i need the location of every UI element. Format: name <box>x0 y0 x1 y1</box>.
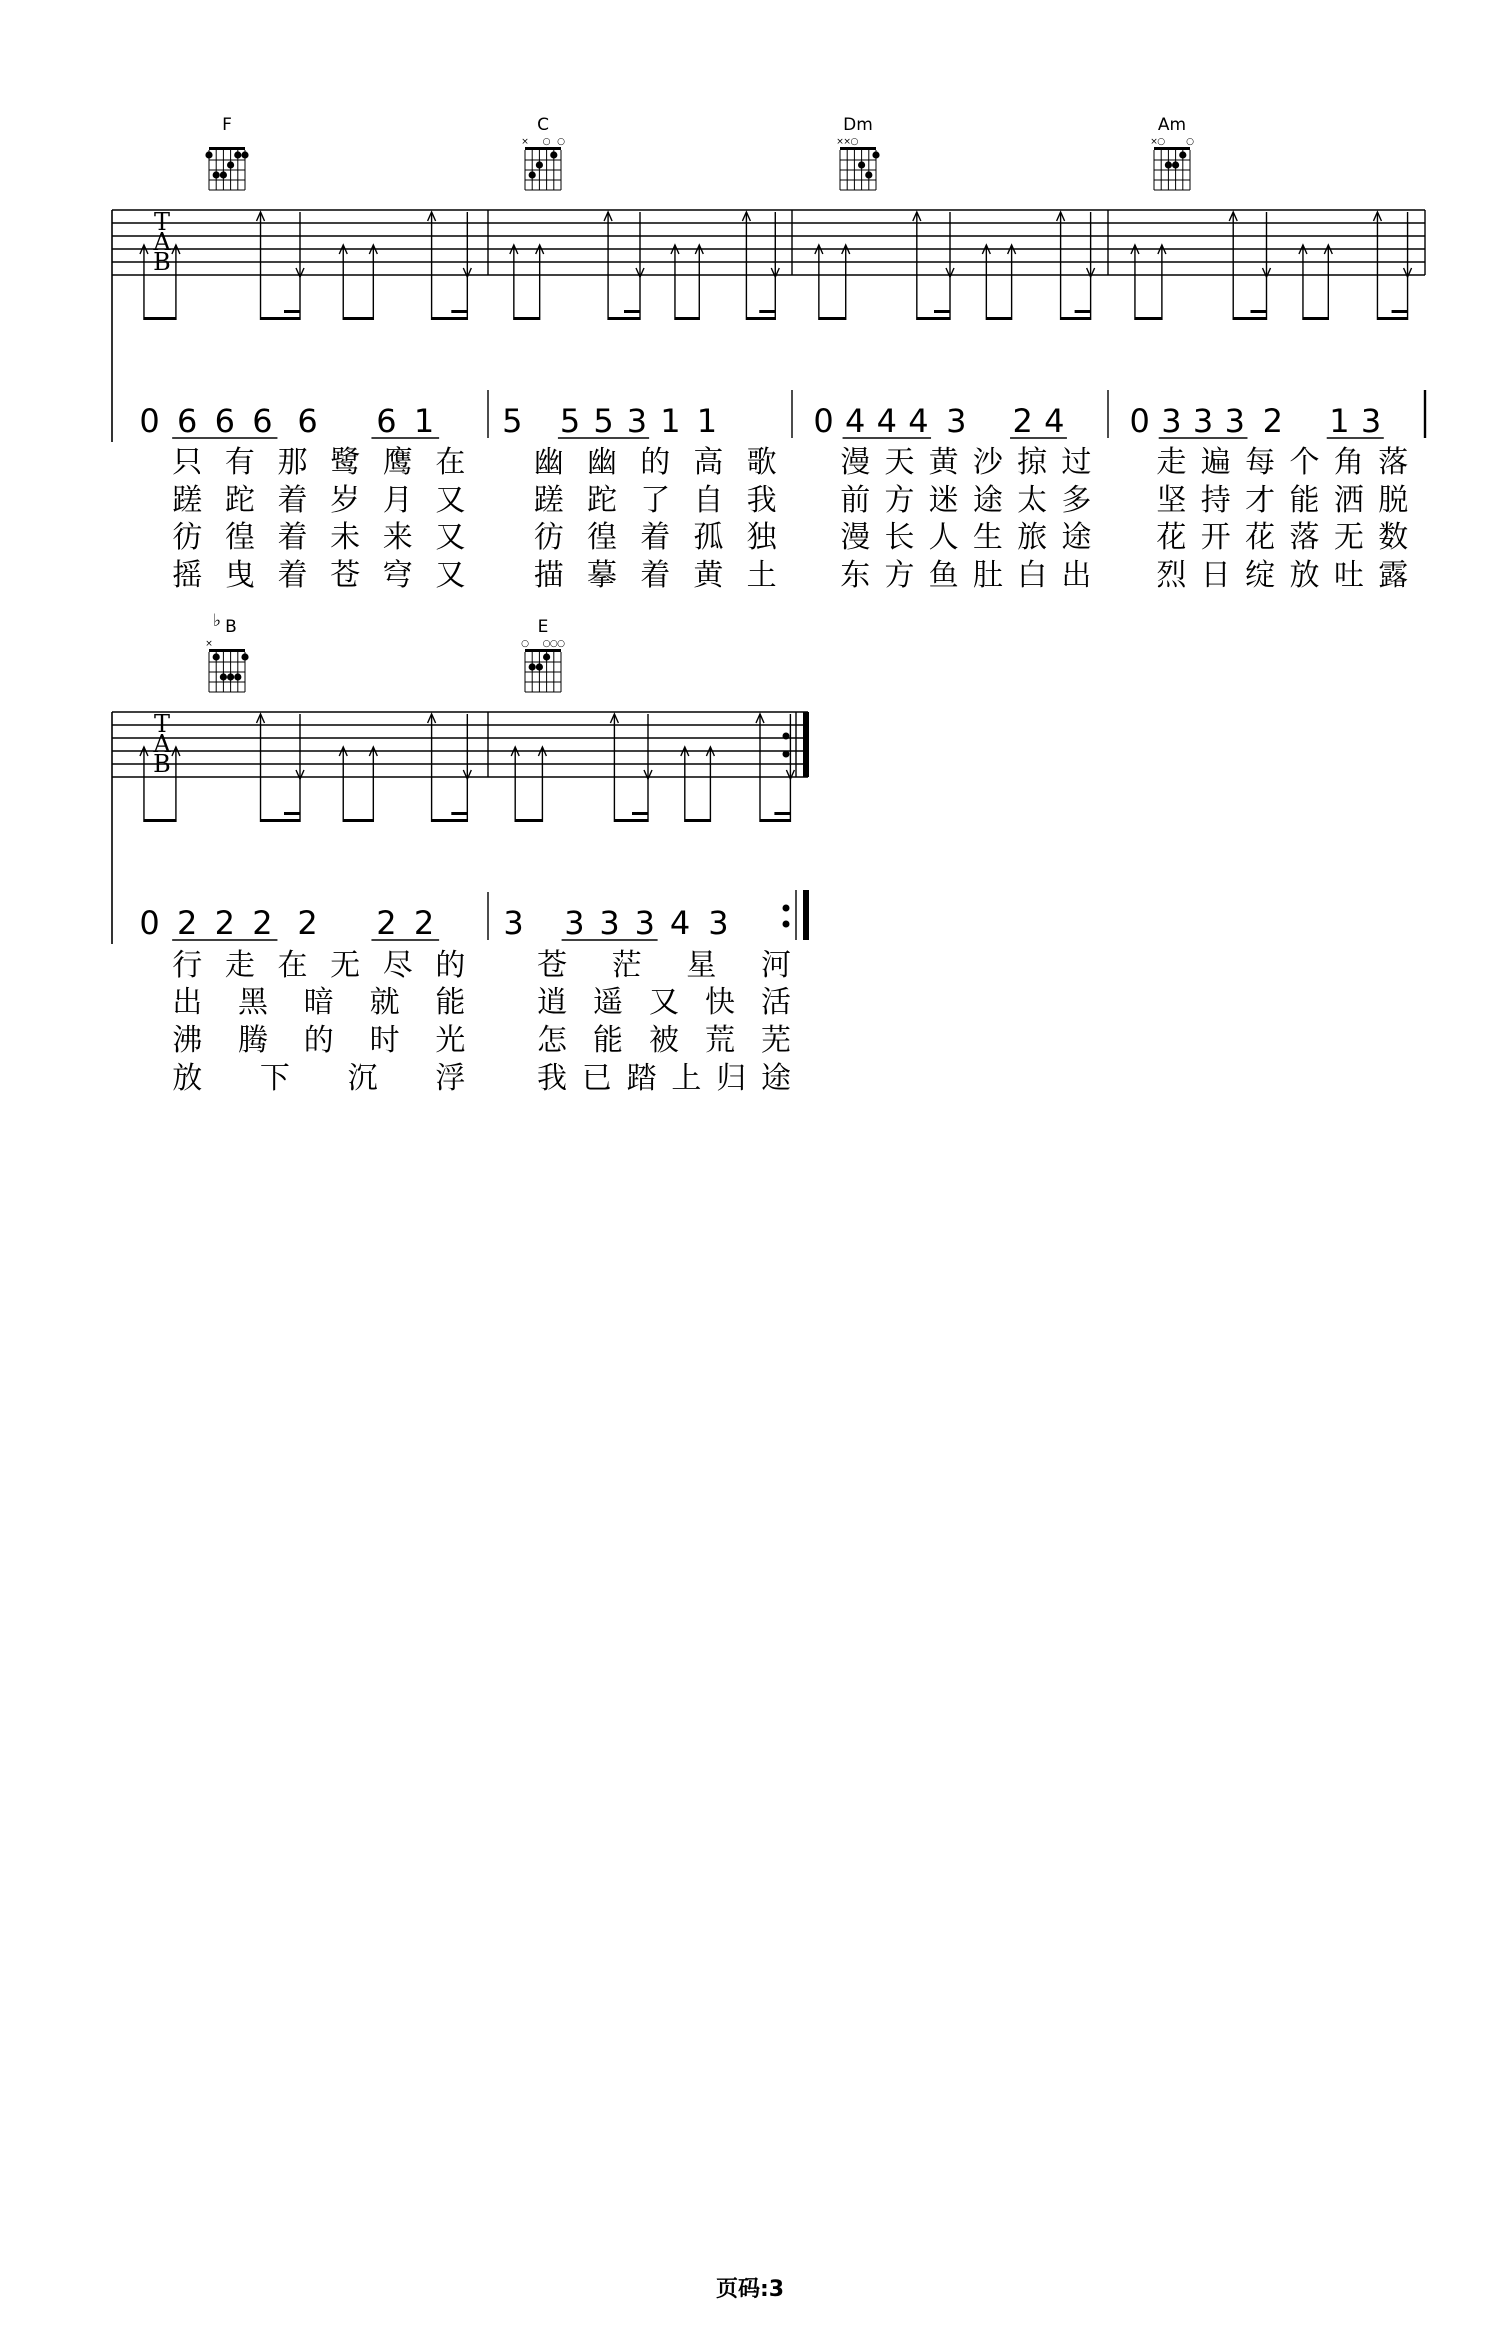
jianpu-digit: 3 <box>708 904 729 942</box>
lyric-char: 着 <box>277 520 308 555</box>
lyric-char: 月 <box>382 483 413 518</box>
lyric-char: 跎 <box>224 483 255 518</box>
lyric-char: 我 <box>746 483 777 518</box>
chord-name-1-1: E <box>537 617 549 637</box>
system-1-m3-beam <box>1061 317 1091 320</box>
lyric-char: 的 <box>303 1023 334 1058</box>
jianpu-digit: 6 <box>214 402 235 440</box>
lyric-char: 过 <box>1061 445 1092 480</box>
chord-open-mute-mark: × <box>843 137 851 147</box>
lyric-char: 幽 <box>533 445 564 480</box>
lyric-char: 遥 <box>593 985 623 1020</box>
lyric-char: 那 <box>277 445 308 480</box>
system-1-m2-beam <box>608 317 640 320</box>
lyric-char: 坚 <box>1156 483 1187 518</box>
lyric-char: 东 <box>840 558 871 593</box>
lyric-char: 着 <box>277 483 308 518</box>
lyric-char: 能 <box>593 1023 623 1058</box>
jianpu-digit: 2 <box>252 904 273 942</box>
lyric-char: 已 <box>581 1061 612 1096</box>
chord-nut <box>209 649 245 652</box>
lyric-char: 穹 <box>382 558 413 593</box>
chord-finger-dot <box>234 151 241 158</box>
lyric-char: 摹 <box>587 558 617 593</box>
lyric-char: 放 <box>172 1061 203 1096</box>
lyric-char: 掠 <box>1017 445 1048 480</box>
chord-open-mute-mark: ○ <box>549 639 558 649</box>
lyric-char: 芜 <box>761 1023 791 1058</box>
system-1-m2-beam <box>746 317 775 320</box>
lyric-char: 荒 <box>705 1023 735 1058</box>
lyric-char: 茫 <box>611 948 642 983</box>
lyric-char: 活 <box>761 985 791 1020</box>
lyric-char: 蹉 <box>172 483 203 518</box>
lyric-char: 数 <box>1378 520 1409 555</box>
lyric-char: 白 <box>1017 558 1048 593</box>
system-2-notation-end-thick <box>803 890 809 940</box>
jianpu-digit: 3 <box>564 904 585 942</box>
chord-open-mute-mark: ○ <box>542 639 551 649</box>
lyric-char: 来 <box>382 520 413 555</box>
system-1-m4-beam-16th <box>1251 310 1267 313</box>
chord-nut <box>525 649 561 652</box>
lyric-char: 太 <box>1017 483 1048 518</box>
lyric-char: 尽 <box>382 948 413 983</box>
jianpu-digit: 4 <box>876 402 897 440</box>
lyric-char: 就 <box>369 985 400 1020</box>
system-1-m4-beam-16th <box>1392 310 1408 313</box>
jianpu-digit: 4 <box>1044 402 1065 440</box>
jianpu-digit: 2 <box>177 904 198 942</box>
jianpu-digit: 3 <box>503 904 524 942</box>
lyric-char: 出 <box>172 985 203 1020</box>
jianpu-digit: 0 <box>1129 402 1150 440</box>
lyric-char: 曳 <box>224 558 255 593</box>
jianpu-digit: 6 <box>376 402 397 440</box>
lyric-char: 土 <box>746 558 777 593</box>
system-2-m1-beam <box>343 819 373 822</box>
system-2-m1-beam-16th <box>284 812 300 815</box>
jianpu-digit: 2 <box>413 904 435 942</box>
lyric-char: 又 <box>435 558 466 593</box>
chord-flat-sign: ♭ <box>212 611 222 631</box>
chord-finger-dot <box>1172 161 1179 168</box>
lyric-char: 摇 <box>172 558 203 593</box>
lyric-char: 又 <box>649 985 679 1020</box>
lyric-char: 怎 <box>537 1023 567 1058</box>
lyric-char: 迷 <box>928 483 959 518</box>
system-1-m3-beam-16th <box>934 310 950 313</box>
system-2-repeat-dot-1 <box>783 733 790 740</box>
lyric-char: 放 <box>1289 558 1320 593</box>
lyric-char: 出 <box>1061 558 1092 593</box>
chord-finger-dot <box>543 653 550 660</box>
chord-name-0-0: F <box>222 115 232 135</box>
lyric-char: 旅 <box>1017 520 1048 555</box>
chord-finger-dot <box>227 161 234 168</box>
system-2-m2-beam <box>515 819 542 822</box>
jianpu-digit: 2 <box>1262 402 1284 440</box>
jianpu-digit: 3 <box>1224 402 1245 440</box>
lyric-char: 我 <box>537 1061 567 1096</box>
chord-finger-dot <box>1179 151 1186 158</box>
system-1-m3-beam <box>819 317 846 320</box>
chord-finger-dot <box>234 673 241 680</box>
system-1-m4-beam <box>1377 317 1407 320</box>
page-number: 页码:3 <box>715 2277 785 2302</box>
system-1-m1-beam <box>261 317 300 320</box>
lyric-char: 描 <box>533 558 564 593</box>
chord-finger-dot <box>220 673 227 680</box>
chord-open-mute-mark: ○ <box>1157 137 1166 147</box>
chord-finger-dot <box>220 171 227 178</box>
lyric-char: 徨 <box>587 520 617 555</box>
lyric-char: 黄 <box>693 558 724 593</box>
system-2-notation-repeat-dot-2 <box>783 921 790 928</box>
chord-finger-dot <box>213 653 220 660</box>
chord-open-mute-mark: ○ <box>1186 137 1194 147</box>
jianpu-digit: 6 <box>252 402 273 440</box>
lyric-char: 自 <box>693 483 724 518</box>
lyric-char: 黑 <box>238 985 268 1020</box>
jianpu-digit: 6 <box>177 402 198 440</box>
chord-finger-dot <box>213 171 220 178</box>
jianpu-digit: 2 <box>214 904 235 942</box>
chord-finger-dot <box>872 151 879 158</box>
chord-open-mute-mark: ○ <box>542 137 551 147</box>
system-2-tab-letter: A <box>153 730 171 758</box>
lyric-char: 角 <box>1333 445 1364 480</box>
chord-name-0-1: C <box>537 115 549 135</box>
system-2-tab-letter: B <box>153 750 171 778</box>
chord-finger-dot <box>529 663 536 670</box>
chord-nut <box>209 147 245 150</box>
system-2-end-repeat-thick <box>803 712 809 777</box>
chord-open-mute-mark: × <box>1150 137 1158 147</box>
jianpu-digit: 1 <box>696 402 718 440</box>
lyric-char: 时 <box>369 1023 400 1058</box>
lyric-char: 星 <box>686 948 717 983</box>
system-2-notation-repeat-dot-1 <box>783 905 790 912</box>
chord-nut <box>525 147 561 150</box>
lyric-char: 肚 <box>972 558 1003 593</box>
jianpu-digit: 5 <box>593 402 614 440</box>
lyric-char: 长 <box>884 520 915 555</box>
lyric-char: 鹭 <box>330 445 361 480</box>
lyric-char: 生 <box>972 520 1003 555</box>
lyric-char: 日 <box>1200 558 1231 593</box>
jianpu-digit: 3 <box>1161 402 1182 440</box>
lyric-char: 烈 <box>1156 558 1187 593</box>
lyric-char: 有 <box>224 445 255 480</box>
lyric-char: 在 <box>277 948 308 983</box>
jianpu-digit: 3 <box>599 904 620 942</box>
lyric-char: 了 <box>640 483 671 518</box>
system-1-m2-beam-16th <box>759 310 775 313</box>
lyric-char: 高 <box>693 445 724 480</box>
lyric-char: 人 <box>928 520 959 555</box>
chord-open-mute-mark: × <box>836 137 844 147</box>
lyric-char: 踏 <box>626 1061 657 1096</box>
lyric-char: 花 <box>1156 520 1187 555</box>
system-2-m2-beam <box>685 819 711 822</box>
chord-name-0-2: Dm <box>843 115 873 135</box>
lyric-char: 歌 <box>746 445 777 480</box>
jianpu-digit: 2 <box>297 904 318 942</box>
lyric-char: 多 <box>1061 483 1092 518</box>
system-1-m1-beam <box>432 317 468 320</box>
lyric-char: 着 <box>640 520 671 555</box>
lyric-char: 暗 <box>303 985 334 1020</box>
lyric-char: 彷 <box>172 520 203 555</box>
jianpu-digit: 4 <box>908 402 929 440</box>
jianpu-digit: 6 <box>297 402 318 440</box>
lyric-char: 上 <box>671 1061 702 1096</box>
jianpu-digit: 2 <box>1012 402 1033 440</box>
jianpu-digit: 1 <box>660 402 681 440</box>
chord-finger-dot <box>536 663 543 670</box>
lyric-char: 落 <box>1378 445 1409 480</box>
system-1-m2-beam <box>675 317 699 320</box>
system-1-m4-beam <box>1135 317 1162 320</box>
lyric-char: 黄 <box>928 445 959 480</box>
chord-open-mute-mark: ○ <box>850 137 859 147</box>
chord-open-mute-mark: × <box>521 137 529 147</box>
chord-finger-dot <box>529 171 536 178</box>
lyric-char: 苍 <box>330 558 361 593</box>
jianpu-digit: 3 <box>946 402 967 440</box>
lyric-char: 鹰 <box>382 445 413 480</box>
lyric-char: 洒 <box>1333 483 1364 518</box>
jianpu-digit: 1 <box>413 402 435 440</box>
system-1-tab-letter: T <box>153 208 171 236</box>
system-2-m2-beam-16th <box>774 812 790 815</box>
system-2-m1-beam <box>144 819 176 822</box>
lyric-char: 方 <box>884 483 915 518</box>
chord-open-mute-mark: ○ <box>557 639 565 649</box>
lyric-char: 途 <box>1061 520 1092 555</box>
lyric-char: 鱼 <box>928 558 959 593</box>
chord-finger-dot <box>241 151 248 158</box>
system-1-m1-beam <box>144 317 176 320</box>
chord-nut <box>840 147 876 150</box>
lyric-char: 光 <box>435 1023 466 1058</box>
lyric-char: 途 <box>972 483 1003 518</box>
system-2-m1-beam-16th <box>451 812 467 815</box>
chord-finger-dot <box>205 151 212 158</box>
chord-open-mute-mark: ○ <box>557 137 565 147</box>
system-1-m2-beam <box>514 317 540 320</box>
lyric-char: 孤 <box>693 520 724 555</box>
lyric-char: 的 <box>435 948 466 983</box>
system-1-m2-beam-16th <box>624 310 640 313</box>
system-1-m3-beam <box>917 317 950 320</box>
lyric-char: 走 <box>224 948 255 983</box>
system-2-m2-beam-16th <box>632 812 648 815</box>
lyric-char: 徨 <box>224 520 255 555</box>
system-1-m4-beam <box>1303 317 1328 320</box>
lyric-char: 归 <box>716 1061 747 1096</box>
lyric-char: 又 <box>435 520 466 555</box>
jianpu-digit: 5 <box>559 402 581 440</box>
chord-finger-dot <box>536 161 543 168</box>
lyric-char: 着 <box>277 558 308 593</box>
lyric-char: 独 <box>746 520 777 555</box>
jianpu-digit: 3 <box>1192 402 1214 440</box>
lyric-char: 无 <box>330 948 361 983</box>
system-2-repeat-dot-2 <box>783 751 790 758</box>
system-2-m1-beam <box>261 819 300 822</box>
lyric-char: 遍 <box>1200 445 1231 480</box>
chord-open-mute-mark: × <box>205 639 213 649</box>
lyric-char: 行 <box>172 948 203 983</box>
lyric-char: 浮 <box>435 1061 466 1096</box>
jianpu-digit: 4 <box>669 904 691 942</box>
jianpu-digit: 3 <box>626 402 648 440</box>
lyric-char: 沙 <box>972 445 1003 480</box>
lyric-char: 的 <box>640 445 671 480</box>
lyric-char: 能 <box>435 985 466 1020</box>
jianpu-digit: 0 <box>139 904 160 942</box>
lyric-char: 方 <box>884 558 915 593</box>
lyric-char: 被 <box>649 1023 679 1058</box>
lyric-char: 下 <box>259 1061 290 1096</box>
chord-finger-dot <box>227 673 234 680</box>
lyric-char: 漫 <box>840 445 871 480</box>
lyric-char: 绽 <box>1245 558 1276 593</box>
jianpu-digit: 0 <box>139 402 160 440</box>
chord-finger-dot <box>1165 161 1172 168</box>
system-1-m4-beam <box>1233 317 1266 320</box>
system-1-tab-letter: B <box>153 248 171 276</box>
lyric-char: 未 <box>330 520 361 555</box>
lyric-char: 开 <box>1200 520 1231 555</box>
chord-finger-dot <box>550 151 557 158</box>
lyric-char: 持 <box>1200 483 1231 518</box>
chord-nut <box>1154 147 1190 150</box>
lyric-char: 无 <box>1333 520 1364 555</box>
lyric-char: 途 <box>761 1061 791 1096</box>
lyric-char: 苍 <box>537 948 567 983</box>
lyric-char: 腾 <box>238 1023 268 1058</box>
lyric-char: 逍 <box>537 985 567 1020</box>
jianpu-digit: 1 <box>1329 402 1350 440</box>
lyric-char: 快 <box>705 985 735 1020</box>
system-2-m2-beam <box>614 819 648 822</box>
lyric-char: 着 <box>640 558 671 593</box>
chord-name-0-3: Am <box>1157 115 1187 135</box>
chord-name-1-0: B <box>225 617 237 637</box>
lyric-char: 沸 <box>172 1023 203 1058</box>
chord-finger-dot <box>241 653 248 660</box>
lyric-char: 河 <box>761 948 791 983</box>
jianpu-digit: 0 <box>813 402 834 440</box>
lyric-char: 前 <box>840 483 871 518</box>
lyric-char: 个 <box>1289 445 1320 480</box>
system-1-tab-letter: A <box>153 228 171 256</box>
lyric-char: 跎 <box>587 483 617 518</box>
lyric-char: 落 <box>1289 520 1320 555</box>
lyric-char: 才 <box>1245 483 1276 518</box>
lyric-char: 天 <box>884 445 915 480</box>
lyric-char: 每 <box>1245 445 1276 480</box>
system-2-tab-letter: T <box>153 710 171 738</box>
lyric-char: 露 <box>1378 558 1409 593</box>
lyric-char: 蹉 <box>533 483 564 518</box>
lyric-char: 吐 <box>1333 558 1364 593</box>
system-1-m1-beam <box>343 317 373 320</box>
lyric-char: 花 <box>1245 520 1276 555</box>
lyric-char: 岁 <box>330 483 361 518</box>
system-2-m2-beam <box>760 819 790 822</box>
lyric-char: 彷 <box>533 520 564 555</box>
chord-open-mute-mark: ○ <box>521 639 529 649</box>
jianpu-digit: 3 <box>1360 402 1382 440</box>
system-1-m3-beam <box>986 317 1011 320</box>
lyric-char: 只 <box>172 445 203 480</box>
lyric-char: 脱 <box>1378 483 1409 518</box>
system-1-m1-beam-16th <box>451 310 467 313</box>
lyric-char: 又 <box>435 483 466 518</box>
jianpu-digit: 4 <box>845 402 866 440</box>
lyric-char: 沉 <box>347 1061 378 1096</box>
lyric-char: 能 <box>1289 483 1320 518</box>
lyric-char: 在 <box>435 445 466 480</box>
lyric-char: 走 <box>1156 445 1187 480</box>
jianpu-digit: 3 <box>634 904 655 942</box>
system-1-m3-beam-16th <box>1075 310 1091 313</box>
system-2-m1-beam <box>432 819 468 822</box>
chord-finger-dot <box>858 161 865 168</box>
chord-finger-dot <box>865 171 872 178</box>
system-1-m1-beam-16th <box>284 310 300 313</box>
jianpu-digit: 2 <box>376 904 397 942</box>
jianpu-digit: 5 <box>502 402 523 440</box>
lyric-char: 幽 <box>587 445 617 480</box>
lyric-char: 漫 <box>840 520 871 555</box>
